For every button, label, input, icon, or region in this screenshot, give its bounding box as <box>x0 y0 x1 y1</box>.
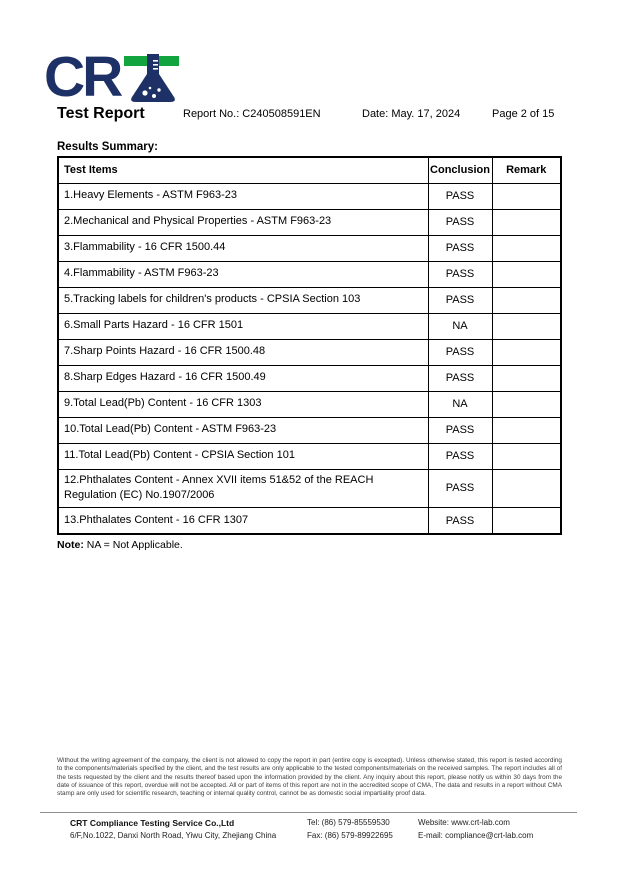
conclusion-cell: PASS <box>428 209 492 235</box>
remark-cell <box>492 443 561 469</box>
remark-cell <box>492 417 561 443</box>
remark-cell <box>492 469 561 508</box>
conclusion-cell: PASS <box>428 183 492 209</box>
table-row <box>58 339 561 365</box>
column-header-conclusion: Conclusion <box>428 157 492 183</box>
table-row <box>58 235 561 261</box>
test-item-cell: 6.Small Parts Hazard - 16 CFR 1501 <box>58 313 428 339</box>
conclusion-cell: PASS <box>428 443 492 469</box>
conclusion-cell: PASS <box>428 508 492 534</box>
company-address: 6/F,No.1022, Danxi North Road, Yiwu City, Zhejiang China <box>70 831 277 840</box>
test-item-cell: 4.Flammability - ASTM F963-23 <box>58 261 428 287</box>
table-row <box>58 443 561 469</box>
remark-cell <box>492 365 561 391</box>
website-link: Website: www.crt-lab.com <box>418 818 510 827</box>
conclusion-cell: NA <box>428 313 492 339</box>
test-item-cell: 9.Total Lead(Pb) Content - 16 CFR 1303 <box>58 391 428 417</box>
report-number: Report No.: C240508591EN <box>183 108 321 120</box>
conclusion-cell: NA <box>428 391 492 417</box>
summary-table-body <box>58 183 561 534</box>
phone-number: Tel: (86) 579-85559530 <box>307 818 390 827</box>
remark-cell <box>492 508 561 534</box>
page-indicator: Page 2 of 15 <box>492 108 555 120</box>
report-date: Date: May. 17, 2024 <box>362 108 461 120</box>
results-summary-table <box>57 156 562 535</box>
remark-cell <box>492 287 561 313</box>
test-item-cell: 2.Mechanical and Physical Properties - ASTM F963-23 <box>58 209 428 235</box>
table-row <box>58 508 561 534</box>
remark-cell <box>492 261 561 287</box>
report-title: Test Report <box>57 105 145 122</box>
remark-cell <box>492 209 561 235</box>
table-row <box>58 469 561 508</box>
conclusion-cell: PASS <box>428 469 492 508</box>
conclusion-cell: PASS <box>428 235 492 261</box>
note-text: NA = Not Applicable. <box>83 538 183 551</box>
column-header-test-items: Test Items <box>58 157 428 183</box>
test-item-cell: 12.Phthalates Content - Annex XVII items 51&52 of the REACH Regulation (EC) No.1907/2006 <box>58 469 428 508</box>
conclusion-cell: PASS <box>428 417 492 443</box>
logo-cr-text: CR <box>44 45 121 109</box>
test-item-cell: 3.Flammability - 16 CFR 1500.44 <box>58 235 428 261</box>
crt-logo <box>44 45 181 109</box>
note-label: Note: <box>57 538 84 551</box>
test-item-cell: 1.Heavy Elements - ASTM F963-23 <box>58 183 428 209</box>
remark-cell <box>492 391 561 417</box>
test-item-cell: 11.Total Lead(Pb) Content - CPSIA Section 101 <box>58 443 428 469</box>
test-item-cell: 5.Tracking labels for children's products - CPSIA Section 103 <box>58 287 428 313</box>
conclusion-cell: PASS <box>428 365 492 391</box>
fax-number: Fax: (86) 579-89922695 <box>307 831 393 840</box>
table-row <box>58 261 561 287</box>
test-item-cell: 13.Phthalates Content - 16 CFR 1307 <box>58 508 428 534</box>
table-row <box>58 313 561 339</box>
test-item-cell: 8.Sharp Edges Hazard - 16 CFR 1500.49 <box>58 365 428 391</box>
conclusion-cell: PASS <box>428 339 492 365</box>
remark-cell <box>492 183 561 209</box>
table-note <box>57 539 560 551</box>
table-row <box>58 417 561 443</box>
table-row <box>58 287 561 313</box>
conclusion-cell: PASS <box>428 261 492 287</box>
disclaimer-text: Without the writing agreement of the company, the client is not allowed to copy the report in part (entire copy is excepted). Unless otherwise stated, this report is tested according to the components/materials specified by the client, and the test results are only applicable to the tested components/materials on the received samples. The report includes all of the tests requested by the client and the results thereof based upon the information provided by the client. Any inquiry about this report, please notify us within 30 days from the date of issuance of this report, overdue will not be accepted. All or part of items of this report are not in the accredited scope of CMA, The data and results in a report without CMA stamp are only used for scientific research, teaching or internal quality control, cannot be as domestic social impartiality proof data. <box>57 757 562 798</box>
test-item-cell: 10.Total Lead(Pb) Content - ASTM F963-23 <box>58 417 428 443</box>
remark-cell <box>492 339 561 365</box>
table-row <box>58 365 561 391</box>
results-summary-section <box>57 156 560 551</box>
remark-cell <box>492 235 561 261</box>
table-row <box>58 183 561 209</box>
table-row <box>58 209 561 235</box>
company-name: CRT Compliance Testing Service Co.,Ltd <box>70 818 235 828</box>
results-summary-heading: Results Summary: <box>57 141 158 153</box>
conclusion-cell: PASS <box>428 287 492 313</box>
test-item-cell: 7.Sharp Points Hazard - 16 CFR 1500.48 <box>58 339 428 365</box>
email-link: E-mail: compliance@crt-lab.com <box>418 831 534 840</box>
flask-icon <box>123 53 181 105</box>
table-row <box>58 391 561 417</box>
footer-divider <box>40 812 577 813</box>
table-header-row <box>58 157 561 183</box>
column-header-remark: Remark <box>492 157 561 183</box>
remark-cell <box>492 313 561 339</box>
